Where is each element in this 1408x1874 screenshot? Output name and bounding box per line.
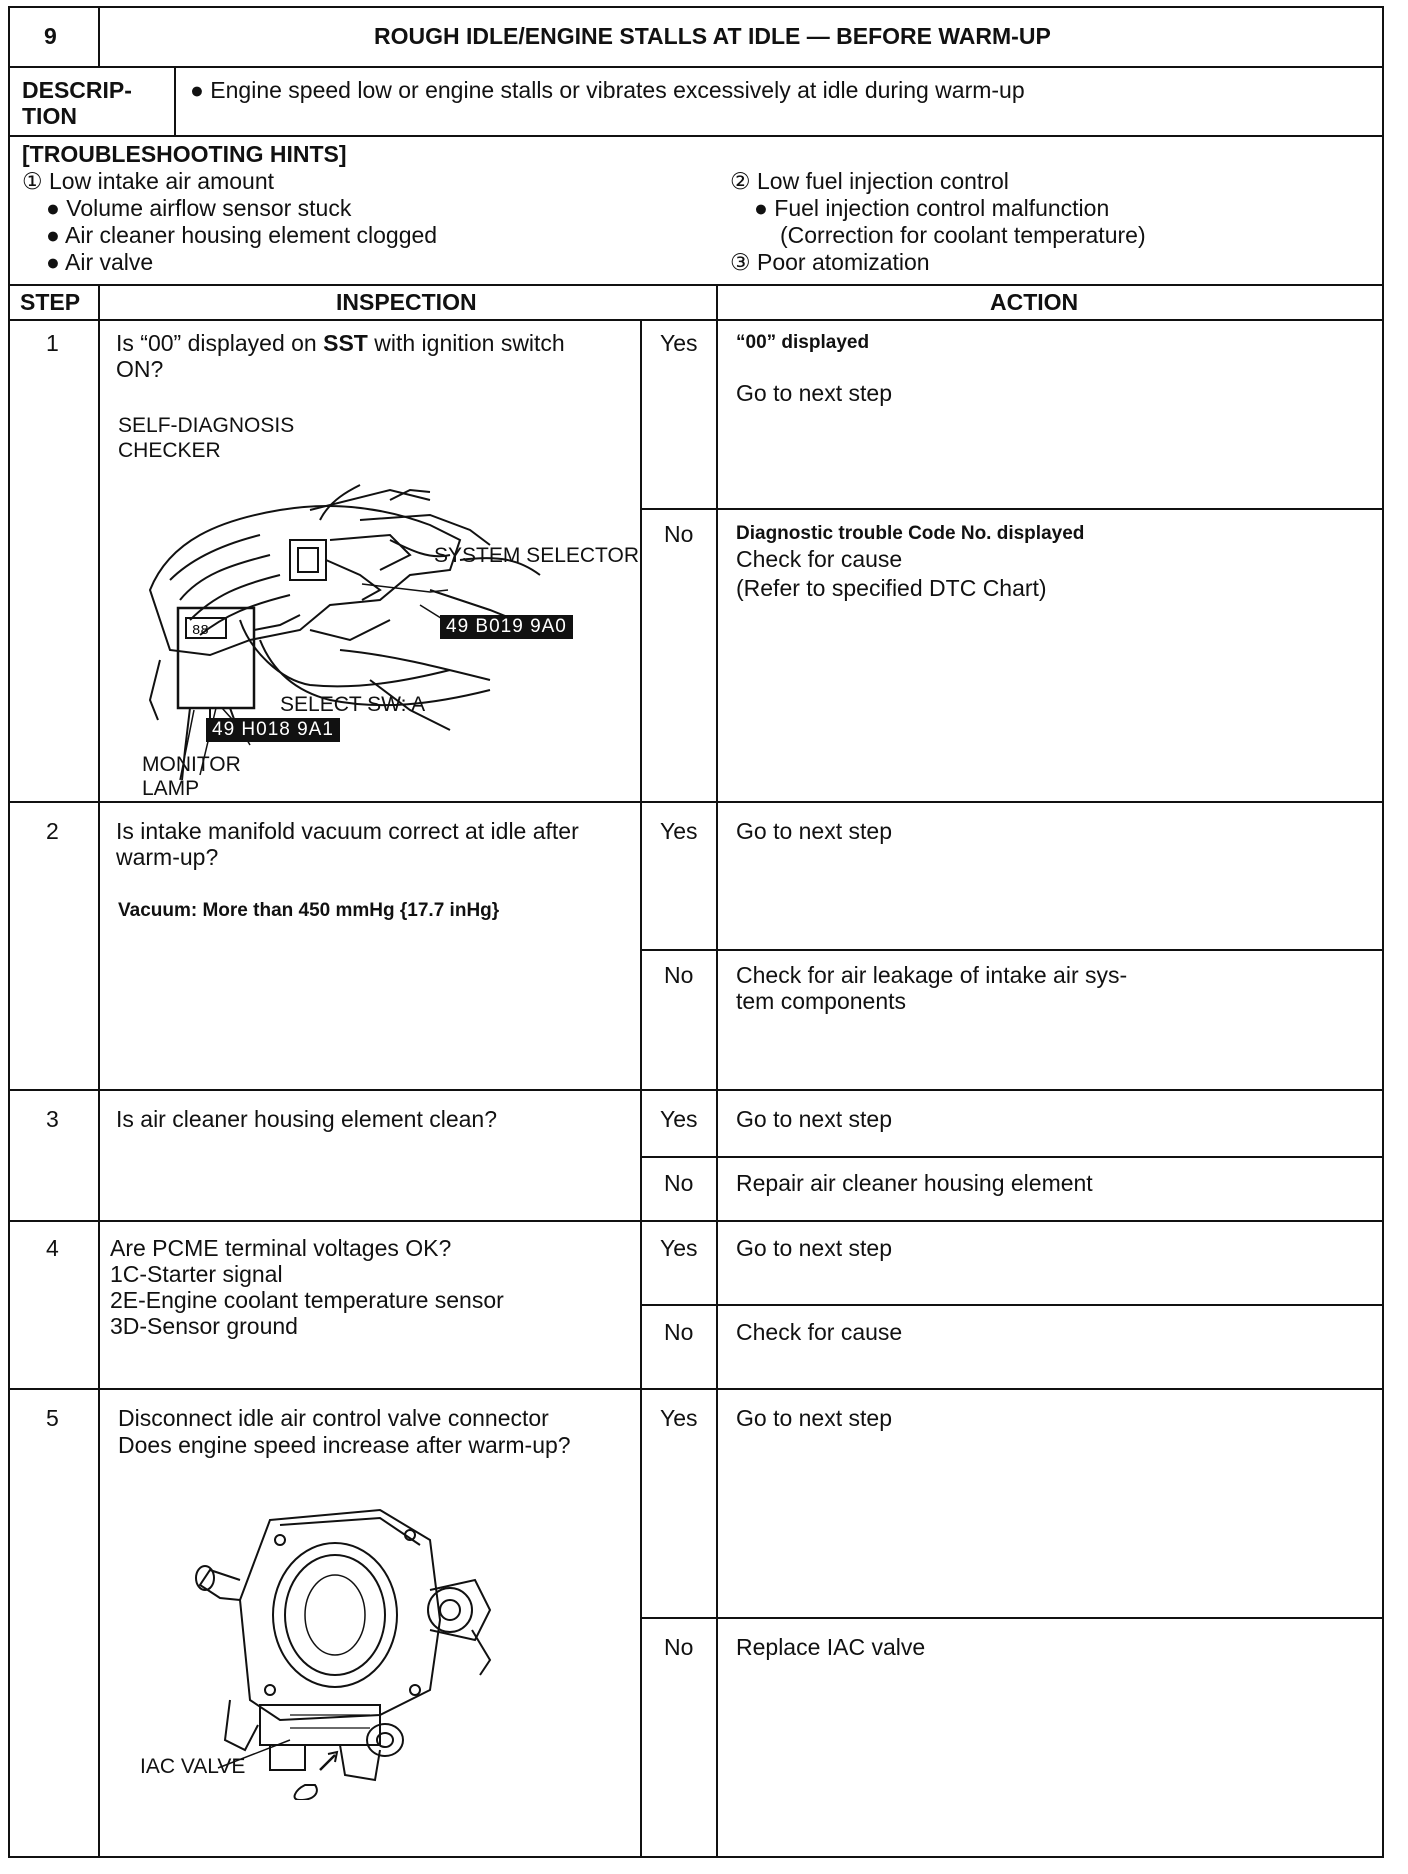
step-number: 1: [46, 330, 59, 356]
column-header-step: STEP: [20, 289, 81, 315]
action-text: Go to next step: [736, 380, 892, 406]
action-title: “00” displayed: [736, 332, 870, 353]
figure-label: LAMP: [142, 777, 200, 800]
yes-label: Yes: [660, 1405, 698, 1431]
figure-label: SELECT SW: A: [280, 693, 426, 716]
checker-display: 88: [192, 623, 209, 639]
rule: [640, 1617, 1384, 1619]
figure-label: MONITOR: [142, 753, 241, 776]
rule: [174, 66, 176, 136]
step-number: 2: [46, 818, 59, 844]
rule: [640, 949, 1384, 951]
action-text: tem components: [736, 988, 907, 1014]
action-text: Check for cause: [736, 1319, 903, 1345]
hint-item: ② Low fuel injection control: [730, 168, 1009, 194]
figure-label: SELF-DIAGNOSIS: [118, 414, 295, 437]
description-text: ● Engine speed low or engine stalls or vibrates excessively at idle during warm-up: [190, 77, 1025, 103]
step-inspection: warm-up?: [116, 844, 219, 870]
hints-title: [TROUBLESHOOTING HINTS]: [22, 141, 347, 167]
rule: [8, 1388, 1384, 1390]
yes-label: Yes: [660, 818, 698, 844]
tool-number-label: 49 H018 9A1: [206, 718, 340, 742]
step-inspection: 3D-Sensor ground: [110, 1313, 298, 1339]
hint-item: (Correction for coolant temperature): [780, 222, 1146, 248]
description-label: DESCRIP-: [22, 77, 132, 103]
rule: [8, 66, 1384, 68]
column-header-inspection: INSPECTION: [336, 289, 477, 315]
page-title: ROUGH IDLE/ENGINE STALLS AT IDLE — BEFORE WARM-UP: [374, 23, 1051, 49]
step-inspection-part: with ignition switch: [367, 330, 565, 356]
description-label: TION: [22, 103, 77, 129]
rule: [640, 1304, 1384, 1306]
rule: [8, 1089, 1384, 1091]
step-inspection: [116, 330, 565, 356]
rule: [640, 319, 642, 1858]
action-text: Check for air leakage of intake air sys-: [736, 962, 1128, 988]
step-inspection: Does engine speed increase after warm-up?: [118, 1432, 571, 1458]
rule: [98, 284, 100, 1858]
figure-label: CHECKER: [118, 439, 221, 462]
figure-label: IAC VALVE: [140, 1755, 246, 1778]
action-text: Go to next step: [736, 1106, 892, 1132]
no-label: No: [664, 962, 694, 988]
step-number: 5: [46, 1405, 59, 1431]
rule: [8, 6, 1384, 8]
hint-item: ① Low intake air amount: [22, 168, 275, 194]
action-text: Check for cause: [736, 546, 903, 572]
no-label: No: [664, 1170, 694, 1196]
rule: [640, 508, 1384, 510]
action-text: Go to next step: [736, 818, 892, 844]
figure-label: SYSTEM SELECTOR: [434, 544, 639, 567]
rule: [8, 6, 10, 1858]
no-label: No: [664, 1319, 694, 1345]
specification: Vacuum: More than 450 mmHg {17.7 inHg}: [118, 900, 500, 921]
step-inspection: Is intake manifold vacuum correct at idle after: [116, 818, 579, 844]
step-number: 4: [46, 1235, 59, 1261]
action-text: Go to next step: [736, 1405, 892, 1431]
yes-label: Yes: [660, 1106, 698, 1132]
rule: [8, 1220, 1384, 1222]
rule: [8, 1856, 1384, 1858]
hint-item: ③ Poor atomization: [730, 249, 930, 275]
rule: [1382, 6, 1384, 1858]
action-text: (Refer to specified DTC Chart): [736, 575, 1047, 601]
step-inspection: 2E-Engine coolant temperature sensor: [110, 1287, 504, 1313]
tool-number-label: 49 B019 9A0: [440, 615, 573, 639]
action-title: Diagnostic trouble Code No. displayed: [736, 523, 1085, 544]
rule: [8, 135, 1384, 137]
step-inspection: ON?: [116, 356, 164, 382]
step-number: 3: [46, 1106, 59, 1132]
yes-label: Yes: [660, 1235, 698, 1261]
hint-item: ● Volume airflow sensor stuck: [46, 195, 352, 221]
step-inspection-part: SST: [323, 330, 368, 356]
action-text: Repair air cleaner housing element: [736, 1170, 1093, 1196]
rule: [8, 319, 1384, 321]
hint-item: ● Air valve: [46, 249, 154, 275]
hint-item: ● Fuel injection control malfunction: [754, 195, 1110, 221]
rule: [8, 284, 1384, 286]
step-inspection-part: Is “00” displayed on: [116, 330, 324, 356]
column-header-action: ACTION: [990, 289, 1079, 315]
no-label: No: [664, 521, 694, 547]
rule: [98, 6, 100, 68]
rule: [640, 1156, 1384, 1158]
step-inspection: Are PCME terminal voltages OK?: [110, 1235, 452, 1261]
procedure-number: 9: [44, 23, 57, 49]
hint-item: ● Air cleaner housing element clogged: [46, 222, 438, 248]
action-text: Go to next step: [736, 1235, 892, 1261]
step-inspection: Is air cleaner housing element clean?: [116, 1106, 498, 1132]
step-inspection: Disconnect idle air control valve connector: [118, 1405, 549, 1431]
yes-label: Yes: [660, 330, 698, 356]
step-inspection: 1C-Starter signal: [110, 1261, 283, 1287]
rule: [8, 801, 1384, 803]
rule: [716, 284, 718, 1858]
action-text: Replace IAC valve: [736, 1634, 926, 1660]
no-label: No: [664, 1634, 694, 1660]
